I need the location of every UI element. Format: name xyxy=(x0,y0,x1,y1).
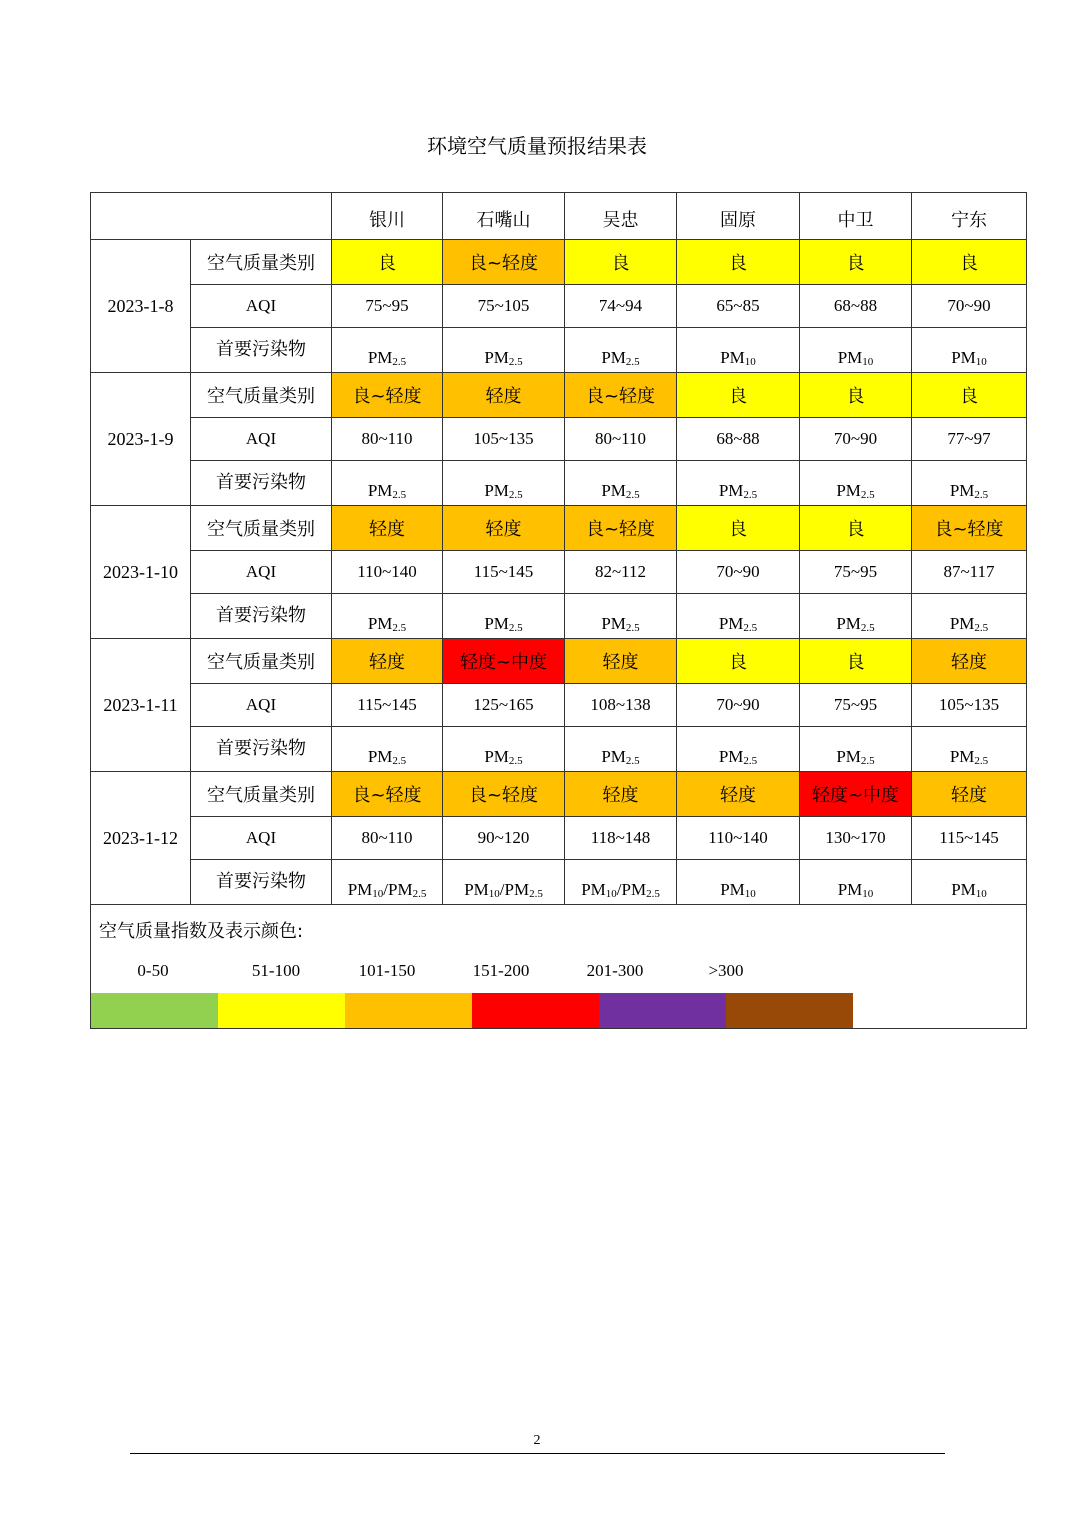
pollutant-cell xyxy=(912,594,1027,639)
pollutant-cell xyxy=(800,461,912,506)
category-cell: 良 xyxy=(677,373,800,418)
category-cell: 轻度 xyxy=(332,639,443,684)
legend-color-swatch xyxy=(472,993,599,1028)
category-cell: 良 xyxy=(800,639,912,684)
pollutant-row xyxy=(91,860,1027,905)
pollutant-name: PM xyxy=(837,348,863,367)
row-label-category: 空气质量类别 xyxy=(191,506,332,551)
legend-range-label: >300 xyxy=(708,961,744,980)
pollutant-name: PM xyxy=(367,481,393,500)
pollutant-name: /PM xyxy=(383,880,413,899)
pollutant-subscript: 2.5 xyxy=(529,888,543,900)
category-cell: 轻度 xyxy=(443,373,565,418)
pollutant-subscript: 2.5 xyxy=(392,622,407,634)
aqi-cell: 110~140 xyxy=(677,817,800,860)
category-cell: 良 xyxy=(677,639,800,684)
pollutant-name: PM xyxy=(949,747,975,766)
pollutant-subscript: 2.5 xyxy=(392,755,407,767)
aqi-cell: 75~95 xyxy=(800,551,912,594)
category-cell: 轻度 xyxy=(565,639,677,684)
pollutant-subscript: 10 xyxy=(862,888,874,900)
pollutant-cell xyxy=(565,328,677,373)
footer-divider xyxy=(130,1453,945,1454)
pollutant-subscript: 2.5 xyxy=(625,755,640,767)
aqi-cell: 115~145 xyxy=(332,684,443,727)
aqi-cell: 75~95 xyxy=(332,285,443,328)
pollutant-row xyxy=(91,594,1027,639)
page-title: 环境空气质量预报结果表 xyxy=(427,134,647,158)
category-cell: 良~轻度 xyxy=(443,772,565,817)
pollutant-name: PM xyxy=(601,614,626,633)
legend-title: 空气质量指数及表示颜色: xyxy=(99,921,304,942)
pollutant-cell xyxy=(565,727,677,772)
row-label-aqi: AQI xyxy=(191,684,332,727)
pollutant-subscript: 2.5 xyxy=(508,622,523,634)
aqi-cell: 77~97 xyxy=(912,418,1027,461)
pollutant-name: PM xyxy=(718,614,744,633)
pollutant-cell xyxy=(677,461,800,506)
pollutant-subscript: 10 xyxy=(488,888,500,900)
aqi-cell: 87~117 xyxy=(912,551,1027,594)
pollutant-name: PM xyxy=(347,880,373,899)
aqi-cell: 130~170 xyxy=(800,817,912,860)
category-cell: 轻度 xyxy=(443,506,565,551)
pollutant-cell xyxy=(443,860,565,905)
row-label-aqi: AQI xyxy=(191,551,332,594)
pollutant-cell xyxy=(443,727,565,772)
pollutant-cell xyxy=(677,727,800,772)
pollutant-subscript: 2.5 xyxy=(392,489,407,501)
row-label-category: 空气质量类别 xyxy=(191,240,332,285)
pollutant-subscript: 2.5 xyxy=(646,888,660,900)
aqi-cell: 115~145 xyxy=(912,817,1027,860)
aqi-cell: 105~135 xyxy=(912,684,1027,727)
category-cell: 良 xyxy=(800,373,912,418)
category-cell: 轻度 xyxy=(332,506,443,551)
pollutant-subscript: 2.5 xyxy=(860,622,875,634)
pollutant-cell xyxy=(912,727,1027,772)
aqi-row xyxy=(91,684,1027,727)
pollutant-cell xyxy=(677,328,800,373)
pollutant-subscript: 2.5 xyxy=(508,356,523,368)
pollutant-subscript: 2.5 xyxy=(508,489,523,501)
pollutant-cell xyxy=(800,594,912,639)
category-cell: 良~轻度 xyxy=(912,506,1027,551)
legend-color-swatch xyxy=(91,993,218,1028)
pollutant-subscript: 2.5 xyxy=(974,489,989,501)
legend-color-swatch xyxy=(599,993,726,1028)
aqi-cell: 75~105 xyxy=(443,285,565,328)
category-row xyxy=(91,639,1027,684)
pollutant-name: PM xyxy=(484,747,509,766)
pollutant-subscript: 2.5 xyxy=(974,622,989,634)
legend-color-swatch xyxy=(726,993,853,1028)
aqi-cell: 80~110 xyxy=(332,817,443,860)
category-row xyxy=(91,240,1027,285)
row-label-aqi: AQI xyxy=(191,418,332,461)
pollutant-cell xyxy=(677,860,800,905)
pollutant-subscript: 2.5 xyxy=(392,356,407,368)
pollutant-name: PM xyxy=(718,747,744,766)
row-label-pollutant: 首要污染物 xyxy=(191,328,332,373)
category-cell: 良 xyxy=(912,373,1027,418)
aqi-cell: 65~85 xyxy=(677,285,800,328)
pollutant-subscript: 2.5 xyxy=(625,622,640,634)
aqi-cell: 115~145 xyxy=(443,551,565,594)
row-label-pollutant: 首要污染物 xyxy=(191,727,332,772)
legend-range-label: 0-50 xyxy=(137,961,169,980)
row-label-aqi: AQI xyxy=(191,285,332,328)
pollutant-subscript: 2.5 xyxy=(860,755,875,767)
pollutant-cell xyxy=(800,727,912,772)
pollutant-subscript: 10 xyxy=(744,888,756,900)
city-header: 宁东 xyxy=(912,193,1027,240)
forecast-date: 2023-1-11 xyxy=(91,639,191,772)
category-cell: 良 xyxy=(677,506,800,551)
pollutant-name: /PM xyxy=(499,880,530,899)
category-cell: 轻度~中度 xyxy=(443,639,565,684)
legend-range-label: 51-100 xyxy=(251,961,301,980)
category-cell: 轻度 xyxy=(677,772,800,817)
category-cell: 良~轻度 xyxy=(332,772,443,817)
category-cell: 良 xyxy=(332,240,443,285)
pollutant-name: PM xyxy=(951,880,976,899)
pollutant-subscript: 10 xyxy=(975,888,987,900)
pollutant-cell xyxy=(332,727,443,772)
row-label-pollutant: 首要污染物 xyxy=(191,860,332,905)
legend-range-label: 201-300 xyxy=(586,961,644,980)
pollutant-row xyxy=(91,727,1027,772)
page-number: 2 xyxy=(533,1433,541,1448)
pollutant-name: PM xyxy=(836,481,861,500)
pollutant-name: PM xyxy=(464,880,489,899)
row-label-pollutant: 首要污染物 xyxy=(191,594,332,639)
pollutant-name: PM xyxy=(484,481,509,500)
aqi-cell: 110~140 xyxy=(332,551,443,594)
category-cell: 良 xyxy=(565,240,677,285)
aqi-cell: 80~110 xyxy=(565,418,677,461)
category-row xyxy=(91,506,1027,551)
legend-color-swatch xyxy=(345,993,472,1028)
pollutant-name: PM xyxy=(718,481,744,500)
pollutant-name: PM xyxy=(836,614,861,633)
forecast-date: 2023-1-12 xyxy=(91,772,191,905)
pollutant-cell xyxy=(332,328,443,373)
category-row xyxy=(91,772,1027,817)
pollutant-subscript: 2.5 xyxy=(743,489,758,501)
category-cell: 轻度~中度 xyxy=(800,772,912,817)
aqi-row xyxy=(91,285,1027,328)
aqi-cell: 68~88 xyxy=(800,285,912,328)
pollutant-cell xyxy=(565,860,677,905)
pollutant-name: PM xyxy=(367,747,393,766)
city-header: 银川 xyxy=(332,193,443,240)
pollutant-name: PM xyxy=(949,614,975,633)
pollutant-cell xyxy=(332,860,443,905)
pollutant-name: PM xyxy=(601,348,626,367)
pollutant-cell xyxy=(677,594,800,639)
pollutant-subscript: 2.5 xyxy=(743,622,758,634)
pollutant-cell xyxy=(912,461,1027,506)
category-cell: 轻度 xyxy=(912,639,1027,684)
aqi-cell: 70~90 xyxy=(912,285,1027,328)
legend-row xyxy=(91,905,1027,1029)
category-cell: 良 xyxy=(912,240,1027,285)
aqi-cell: 74~94 xyxy=(565,285,677,328)
pollutant-name: PM xyxy=(484,348,509,367)
category-cell: 轻度 xyxy=(912,772,1027,817)
aqi-cell: 70~90 xyxy=(677,684,800,727)
pollutant-name: PM xyxy=(949,481,975,500)
aqi-row xyxy=(91,418,1027,461)
legend xyxy=(91,905,1027,1029)
aqi-cell: 70~90 xyxy=(677,551,800,594)
pollutant-name: PM xyxy=(836,747,861,766)
aqi-forecast-table xyxy=(90,192,1027,1029)
pollutant-subscript: 10 xyxy=(975,356,987,368)
city-header: 石嘴山 xyxy=(443,193,565,240)
pollutant-subscript: 10 xyxy=(605,888,617,900)
category-cell: 良 xyxy=(800,240,912,285)
aqi-cell: 108~138 xyxy=(565,684,677,727)
pollutant-subscript: 2.5 xyxy=(412,888,427,900)
pollutant-subscript: 2.5 xyxy=(625,356,640,368)
aqi-cell: 75~95 xyxy=(800,684,912,727)
corner-cell xyxy=(91,193,332,240)
category-cell: 良~轻度 xyxy=(443,240,565,285)
pollutant-subscript: 10 xyxy=(862,356,874,368)
city-header: 固原 xyxy=(677,193,800,240)
aqi-cell: 125~165 xyxy=(443,684,565,727)
pollutant-cell xyxy=(443,328,565,373)
pollutant-name: PM xyxy=(601,747,626,766)
aqi-row xyxy=(91,551,1027,594)
pollutant-name: PM xyxy=(484,614,509,633)
forecast-date: 2023-1-9 xyxy=(91,373,191,506)
pollutant-name: /PM xyxy=(616,880,647,899)
pollutant-name: PM xyxy=(581,880,606,899)
pollutant-subscript: 10 xyxy=(744,356,756,368)
pollutant-subscript: 2.5 xyxy=(625,489,640,501)
row-label-aqi: AQI xyxy=(191,817,332,860)
pollutant-subscript: 2.5 xyxy=(508,755,523,767)
aqi-row xyxy=(91,817,1027,860)
legend-range-label: 151-200 xyxy=(472,961,530,980)
pollutant-cell xyxy=(800,328,912,373)
category-cell: 轻度 xyxy=(565,772,677,817)
pollutant-subscript: 10 xyxy=(372,888,384,900)
pollutant-subscript: 2.5 xyxy=(974,755,989,767)
pollutant-cell xyxy=(332,461,443,506)
header-row xyxy=(91,193,1027,240)
aqi-cell: 82~112 xyxy=(565,551,677,594)
category-cell: 良 xyxy=(800,506,912,551)
pollutant-cell xyxy=(332,594,443,639)
aqi-cell: 118~148 xyxy=(565,817,677,860)
pollutant-name: PM xyxy=(367,614,393,633)
category-cell: 良~轻度 xyxy=(565,506,677,551)
pollutant-cell xyxy=(565,461,677,506)
row-label-category: 空气质量类别 xyxy=(191,639,332,684)
pollutant-row xyxy=(91,328,1027,373)
aqi-cell: 70~90 xyxy=(800,418,912,461)
aqi-cell: 80~110 xyxy=(332,418,443,461)
pollutant-name: PM xyxy=(951,348,976,367)
category-cell: 良 xyxy=(677,240,800,285)
aqi-cell: 90~120 xyxy=(443,817,565,860)
pollutant-row xyxy=(91,461,1027,506)
legend-color-swatch xyxy=(218,993,345,1028)
aqi-cell: 68~88 xyxy=(677,418,800,461)
pollutant-cell xyxy=(912,860,1027,905)
city-header: 吴忠 xyxy=(565,193,677,240)
pollutant-name: PM xyxy=(367,348,393,367)
row-label-pollutant: 首要污染物 xyxy=(191,461,332,506)
forecast-date: 2023-1-8 xyxy=(91,240,191,373)
pollutant-name: PM xyxy=(837,880,863,899)
pollutant-name: PM xyxy=(720,880,745,899)
pollutant-name: PM xyxy=(601,481,626,500)
category-cell: 良~轻度 xyxy=(565,373,677,418)
pollutant-cell xyxy=(565,594,677,639)
aqi-cell: 105~135 xyxy=(443,418,565,461)
row-label-category: 空气质量类别 xyxy=(191,373,332,418)
pollutant-cell xyxy=(443,594,565,639)
forecast-date: 2023-1-10 xyxy=(91,506,191,639)
pollutant-name: PM xyxy=(720,348,745,367)
pollutant-cell xyxy=(443,461,565,506)
city-header: 中卫 xyxy=(800,193,912,240)
pollutant-subscript: 2.5 xyxy=(743,755,758,767)
row-label-category: 空气质量类别 xyxy=(191,772,332,817)
pollutant-subscript: 2.5 xyxy=(860,489,875,501)
category-row xyxy=(91,373,1027,418)
category-cell: 良~轻度 xyxy=(332,373,443,418)
pollutant-cell xyxy=(800,860,912,905)
pollutant-cell xyxy=(912,328,1027,373)
legend-range-label: 101-150 xyxy=(358,961,416,980)
